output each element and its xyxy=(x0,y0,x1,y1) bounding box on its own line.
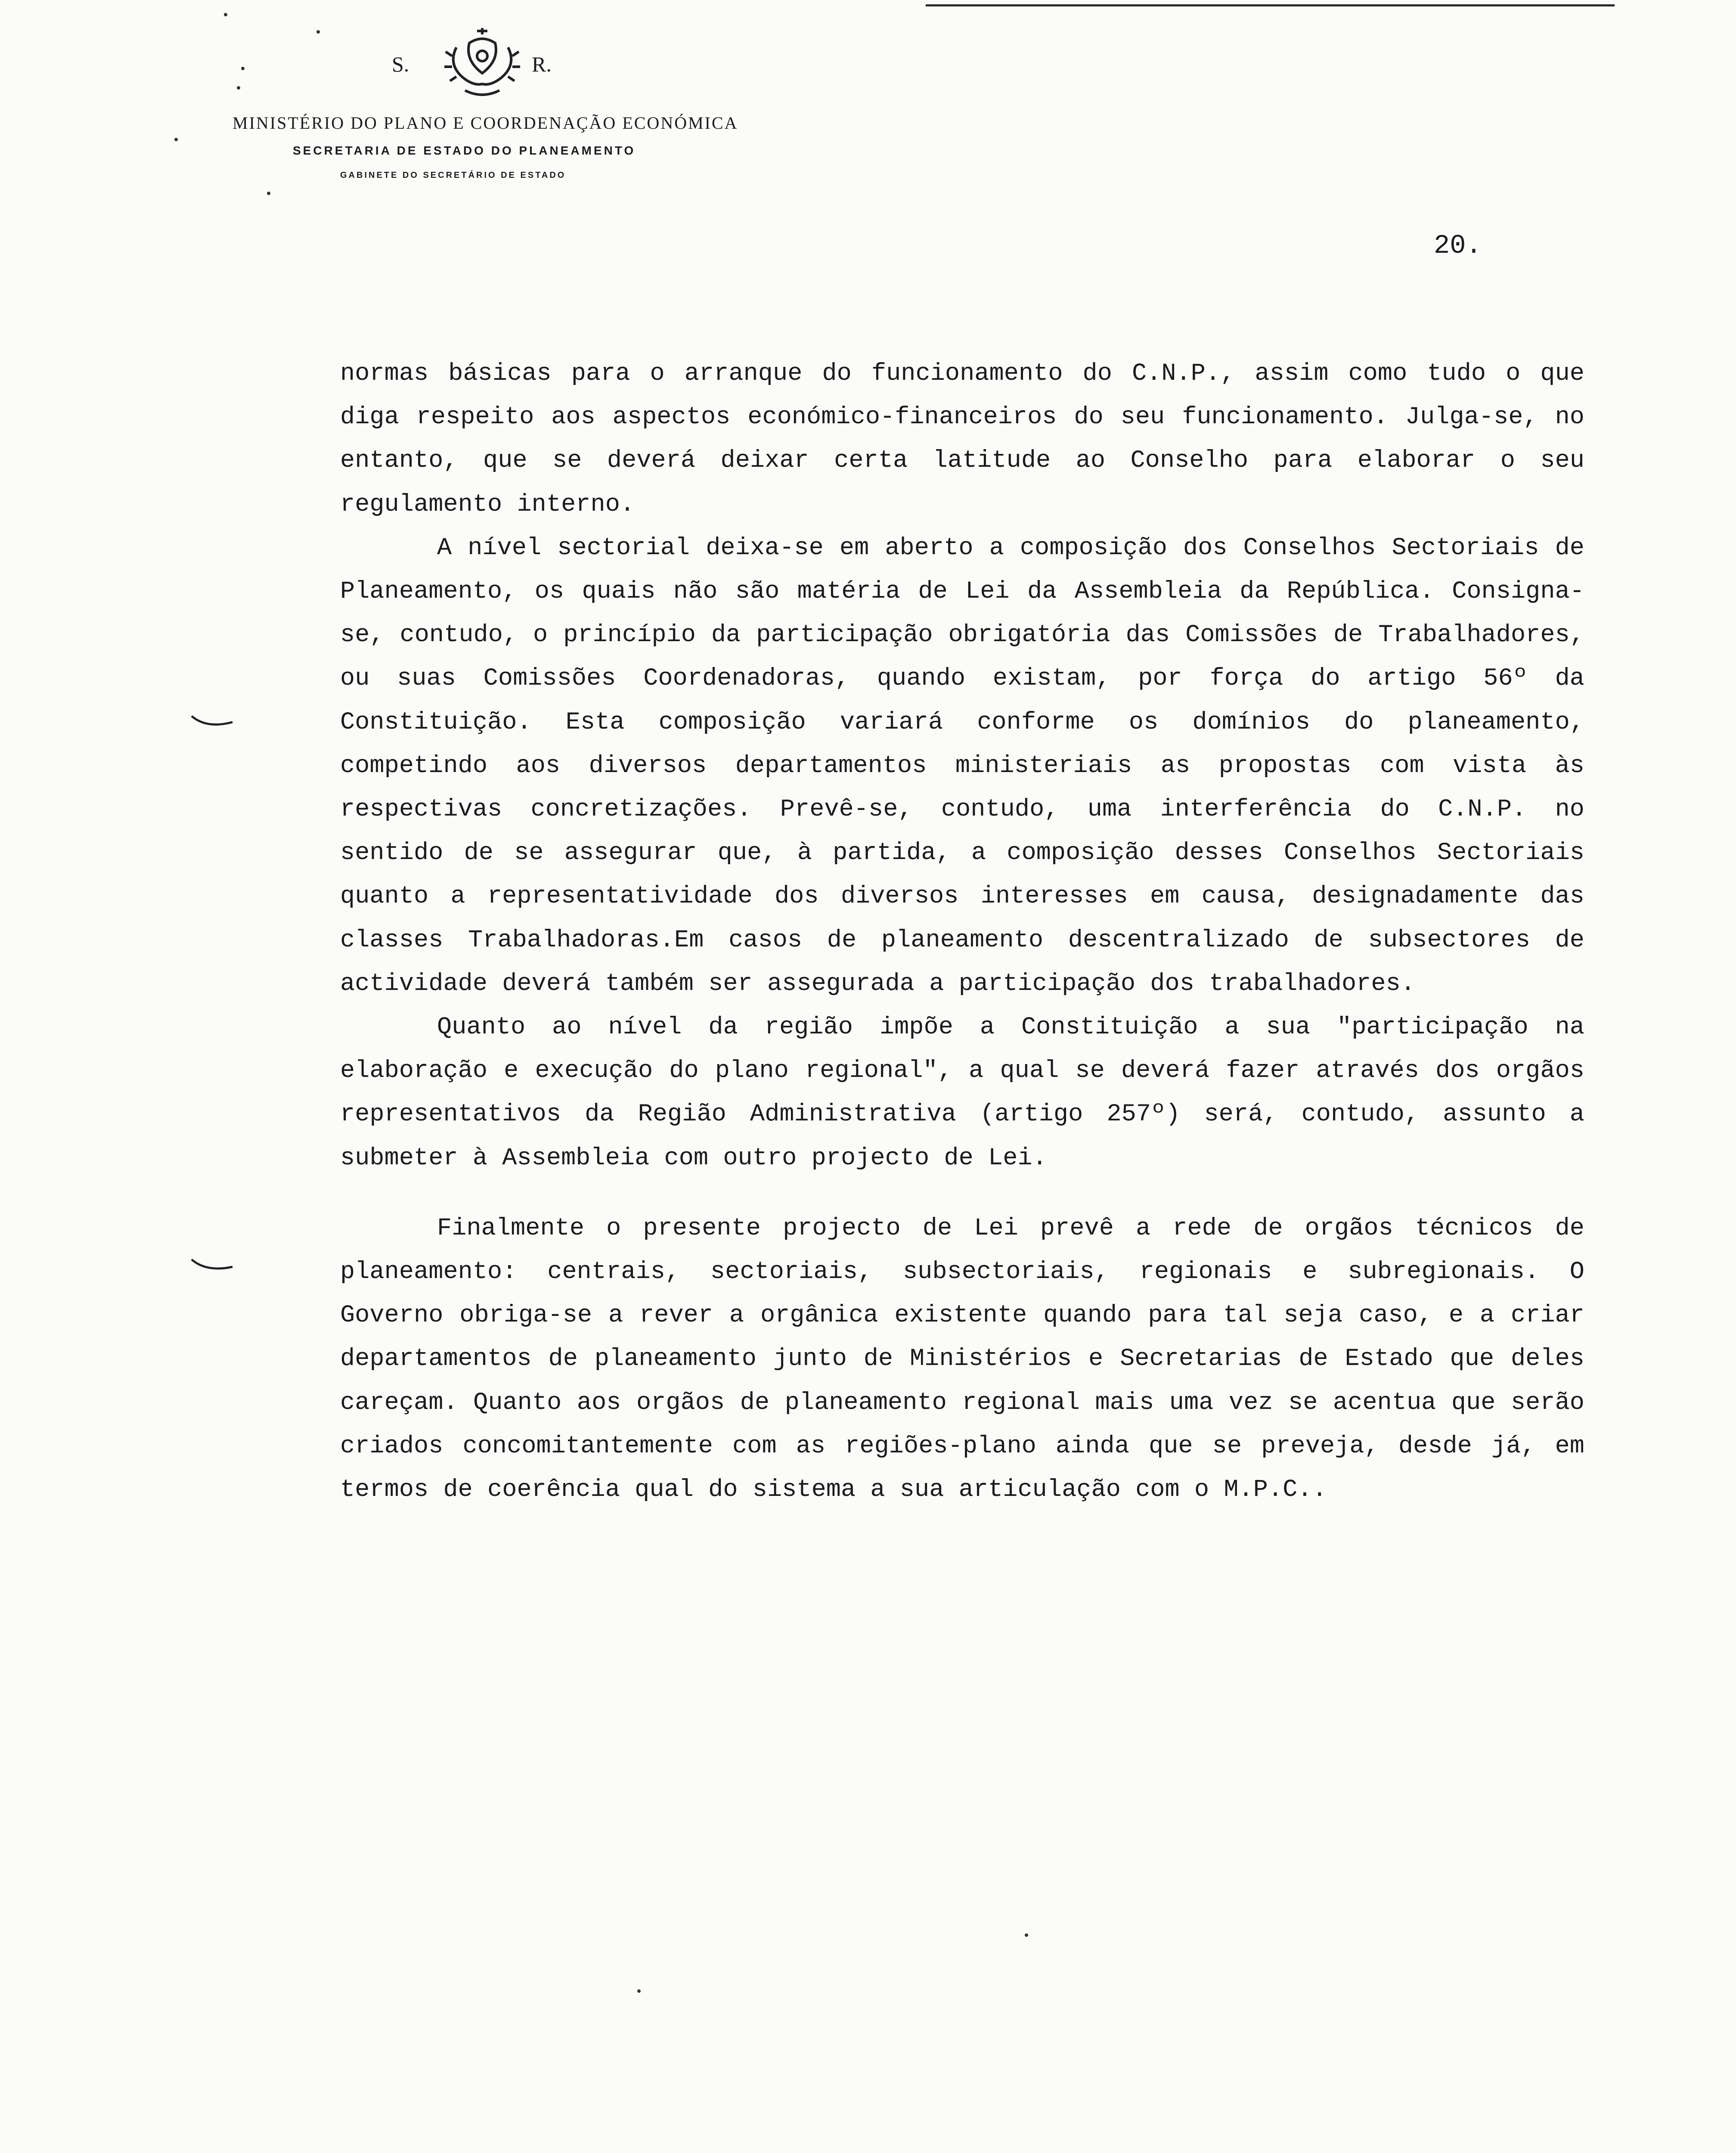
page-number: 20. xyxy=(1434,230,1482,261)
margin-bracket-mark xyxy=(189,713,237,730)
margin-bracket-mark xyxy=(189,1257,237,1275)
coat-of-arms-icon xyxy=(439,26,525,103)
scan-speck xyxy=(174,138,178,141)
document-body xyxy=(340,352,1584,1512)
paragraph-4: Finalmente o presente projecto de Lei prevê a rede de orgãos técnicos de planeamento: centrais, sectoriais, subsectoriais, regionais e subregionais. O Governo obriga-se a rever a orgânica existente quando para tal seja caso, e a criar departamentos de planeamento junto de Ministérios e Secretarias de Estado que deles careçam. Quanto aos orgãos de planeamento regional mais uma vez se acentua que serão criados concomitantemente com as regiões-plano ainda que se preveja, desde já, em termos de coerência qual do sistema a sua articulação com o M.P.C.. xyxy=(340,1214,1584,1504)
paragraph-2: A nível sectorial deixa-se em aberto a composição dos Conselhos Sectoriais de Planeamento, os quais não são matéria de Lei da Assembleia da República. Consigna-se, contudo, o princípio da participação obrigatória das Comissões de Trabalhadores, ou suas Comissões Coordenadoras, quando existam, por força do artigo 56º da Constituição. Esta composição variará conforme os domínios do planeamento, competindo aos diversos departamentos ministeriais as propostas com vista às respectivas concretizações. Prevê-se, contudo, uma interferência do C.N.P. no sentido de se assegurar que, à partida, a composição desses Conselhos Sectoriais quanto a representatividade dos diversos interesses em causa, designadamente das classes Trabalhadoras.Em casos de planeamento descentralizado de subsectores de actividade deverá também ser assegurada a participação dos trabalhadores. xyxy=(340,534,1584,998)
gabinete-name: GABINETE DO SECRETÁRIO DE ESTADO xyxy=(340,171,566,180)
top-edge-rule xyxy=(926,4,1615,6)
letterhead-left-initial: S. xyxy=(392,52,409,76)
scan-speck xyxy=(224,13,227,16)
paragraph-1: normas básicas para o arranque do funcionamento do C.N.P., assim como tudo o que diga respeito aos aspectos económico-financeiros do seu funcionamento. Julga-se, no entanto, que se deverá deixar certa latitude ao Conselho para elaborar o seu regulamento interno. xyxy=(340,360,1584,518)
secretaria-name: SECRETARIA DE ESTADO DO PLANEAMENTO xyxy=(293,144,636,157)
scan-speck xyxy=(1025,1933,1028,1937)
paragraph-3: Quanto ao nível da região impõe a Constituição a sua "participação na elaboração e execução do plano regional", a qual se deverá fazer através dos orgãos representativos da Região Administrativa (artigo 257º) será, contudo, assunto a submeter à Assembleia com outro projecto de Lei. xyxy=(340,1014,1584,1172)
letterhead-initials xyxy=(224,26,784,112)
scan-speck xyxy=(267,192,270,195)
scan-speck xyxy=(237,86,240,90)
letterhead xyxy=(224,26,784,112)
scan-speck xyxy=(637,1989,641,1993)
scan-speck xyxy=(241,67,245,70)
letterhead-right-initial: R. xyxy=(532,52,552,76)
scan-speck xyxy=(316,30,320,34)
ministry-name: MINISTÉRIO DO PLANO E COORDENAÇÃO ECONÓMICA xyxy=(232,113,738,133)
